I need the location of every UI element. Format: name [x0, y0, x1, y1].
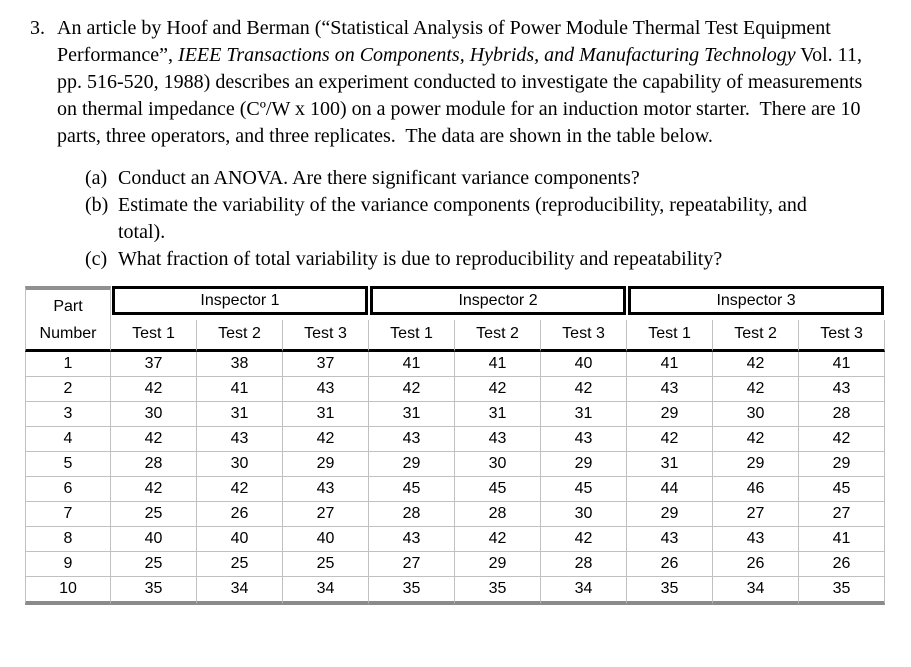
- measurement-cell: 37: [283, 352, 369, 377]
- table-row: [25, 377, 885, 402]
- inspector-2-header: [369, 286, 627, 320]
- table-row: [25, 402, 885, 427]
- part-number-header: [25, 286, 111, 352]
- measurement-cell: 34: [713, 577, 799, 605]
- problem-number: 3.: [30, 17, 45, 39]
- measurement-cell: 45: [369, 477, 455, 502]
- measurement-cell: 30: [197, 452, 283, 477]
- measurement-cell: 28: [369, 502, 455, 527]
- table-body: [25, 352, 885, 605]
- measurement-cell: 25: [197, 552, 283, 577]
- test-header: Test 3: [283, 320, 369, 352]
- test-header: Test 1: [627, 320, 713, 352]
- measurement-cell: 43: [283, 377, 369, 402]
- part-header-line2: Number: [39, 325, 97, 342]
- measurement-cell: 28: [455, 502, 541, 527]
- measurement-cell: 42: [111, 477, 197, 502]
- part-number-cell: 10: [25, 577, 111, 605]
- problem-text: [57, 15, 885, 150]
- measurement-cell: 42: [799, 427, 885, 452]
- measurement-cell: 44: [627, 477, 713, 502]
- measurement-cell: 37: [111, 352, 197, 377]
- problem-statement: [0, 0, 911, 150]
- measurement-cell: 27: [713, 502, 799, 527]
- measurement-cell: 34: [283, 577, 369, 605]
- data-table-wrapper: [25, 286, 911, 605]
- measurement-cell: 43: [627, 377, 713, 402]
- measurement-cell: 30: [455, 452, 541, 477]
- part-number-cell: 8: [25, 527, 111, 552]
- table-row: [25, 502, 885, 527]
- table-row: [25, 577, 885, 605]
- measurement-cell: 42: [283, 427, 369, 452]
- measurement-cell: 40: [541, 352, 627, 377]
- data-table: [25, 286, 885, 605]
- part-number-cell: 1: [25, 352, 111, 377]
- inspector-2-header-box: Inspector 2: [370, 286, 626, 315]
- test-header: Test 2: [713, 320, 799, 352]
- part-number-cell: 9: [25, 552, 111, 577]
- subquestion-c: [85, 246, 911, 273]
- measurement-cell: 35: [455, 577, 541, 605]
- inspector-3-header: [627, 286, 885, 320]
- measurement-cell: 42: [111, 377, 197, 402]
- measurement-cell: 40: [111, 527, 197, 552]
- measurement-cell: 42: [111, 427, 197, 452]
- test-header: Test 2: [197, 320, 283, 352]
- measurement-cell: 43: [627, 527, 713, 552]
- measurement-cell: 43: [541, 427, 627, 452]
- measurement-cell: 31: [541, 402, 627, 427]
- measurement-cell: 43: [283, 477, 369, 502]
- citation-italic: IEEE Transactions on Components, Hybrids, and Manufacturing Technology: [178, 44, 796, 66]
- inspector-1-header: [111, 286, 369, 320]
- part-number-cell: 2: [25, 377, 111, 402]
- measurement-cell: 42: [541, 527, 627, 552]
- subquestion-c-text: What fraction of total variability is due to reproducibility and repeatability?: [118, 248, 723, 270]
- intro-text-end: Vol. 11, pp. 516-520, 1988) describes an experiment conducted to investigate the capability of measurements on thermal impedance (Cº/W x 100) on a power module for an induction motor starter. There are 10 parts, three operators, and three replicates. The data are shown in the table below.: [57, 44, 868, 147]
- measurement-cell: 26: [197, 502, 283, 527]
- measurement-cell: 27: [369, 552, 455, 577]
- measurement-cell: 42: [541, 377, 627, 402]
- measurement-cell: 43: [369, 427, 455, 452]
- table-row: [25, 527, 885, 552]
- part-number-cell: 6: [25, 477, 111, 502]
- measurement-cell: 26: [627, 552, 713, 577]
- measurement-cell: 41: [197, 377, 283, 402]
- measurement-cell: 41: [799, 352, 885, 377]
- measurement-cell: 40: [283, 527, 369, 552]
- measurement-cell: 40: [197, 527, 283, 552]
- subquestion-b: [85, 192, 911, 246]
- test-header: Test 2: [455, 320, 541, 352]
- table-row: [25, 352, 885, 377]
- test-header: Test 1: [111, 320, 197, 352]
- measurement-cell: 34: [541, 577, 627, 605]
- measurement-cell: 46: [713, 477, 799, 502]
- table-row: [25, 552, 885, 577]
- part-number-cell: 3: [25, 402, 111, 427]
- measurement-cell: 27: [799, 502, 885, 527]
- subquestion-b-label: (b): [85, 194, 109, 216]
- measurement-cell: 42: [713, 377, 799, 402]
- measurement-cell: 45: [455, 477, 541, 502]
- measurement-cell: 42: [713, 427, 799, 452]
- measurement-cell: 42: [197, 477, 283, 502]
- measurement-cell: 35: [369, 577, 455, 605]
- measurement-cell: 25: [111, 502, 197, 527]
- measurement-cell: 43: [197, 427, 283, 452]
- test-header: Test 3: [799, 320, 885, 352]
- measurement-cell: 26: [713, 552, 799, 577]
- measurement-cell: 42: [627, 427, 713, 452]
- measurement-cell: 42: [713, 352, 799, 377]
- measurement-cell: 26: [799, 552, 885, 577]
- measurement-cell: 29: [799, 452, 885, 477]
- intro-text-start: An article by Hoof and Berman (“Statistical Analysis of Power Module Thermal Test Equipment Performance”,: [57, 17, 836, 66]
- measurement-cell: 38: [197, 352, 283, 377]
- subquestion-a-label: (a): [85, 167, 108, 189]
- measurement-cell: 45: [799, 477, 885, 502]
- measurement-cell: 28: [541, 552, 627, 577]
- measurement-cell: 30: [713, 402, 799, 427]
- measurement-cell: 42: [455, 527, 541, 552]
- subquestion-list: [85, 165, 911, 273]
- part-number-cell: 5: [25, 452, 111, 477]
- measurement-cell: 43: [799, 377, 885, 402]
- table-row: [25, 477, 885, 502]
- measurement-cell: 43: [455, 427, 541, 452]
- measurement-cell: 29: [455, 552, 541, 577]
- inspector-1-header-box: Inspector 1: [112, 286, 368, 315]
- measurement-cell: 41: [799, 527, 885, 552]
- measurement-cell: 29: [369, 452, 455, 477]
- inspector-header-row: [25, 286, 885, 320]
- measurement-cell: 31: [197, 402, 283, 427]
- test-header: Test 3: [541, 320, 627, 352]
- part-number-cell: 4: [25, 427, 111, 452]
- test-header: Test 1: [369, 320, 455, 352]
- table-row: [25, 427, 885, 452]
- measurement-cell: 27: [283, 502, 369, 527]
- measurement-cell: 30: [541, 502, 627, 527]
- table-row: [25, 452, 885, 477]
- measurement-cell: 41: [369, 352, 455, 377]
- part-number-cell: 7: [25, 502, 111, 527]
- part-header-line1: Part: [53, 298, 83, 315]
- measurement-cell: 25: [111, 552, 197, 577]
- subquestion-c-label: (c): [85, 248, 108, 270]
- measurement-cell: 42: [455, 377, 541, 402]
- measurement-cell: 29: [713, 452, 799, 477]
- measurement-cell: 29: [541, 452, 627, 477]
- inspector-3-header-box: Inspector 3: [628, 286, 884, 315]
- measurement-cell: 25: [283, 552, 369, 577]
- measurement-cell: 30: [111, 402, 197, 427]
- subquestion-b-text: Estimate the variability of the variance components (reproducibility, repeatability, and total).: [118, 194, 807, 243]
- measurement-cell: 45: [541, 477, 627, 502]
- measurement-cell: 31: [627, 452, 713, 477]
- measurement-cell: 35: [627, 577, 713, 605]
- measurement-cell: 35: [799, 577, 885, 605]
- measurement-cell: 29: [283, 452, 369, 477]
- measurement-cell: 41: [627, 352, 713, 377]
- measurement-cell: 35: [111, 577, 197, 605]
- measurement-cell: 31: [369, 402, 455, 427]
- test-header-row: [25, 320, 885, 352]
- measurement-cell: 29: [627, 502, 713, 527]
- subquestion-a-text: Conduct an ANOVA. Are there significant variance components?: [118, 167, 640, 189]
- measurement-cell: 31: [283, 402, 369, 427]
- subquestion-a: [85, 165, 911, 192]
- measurement-cell: 31: [455, 402, 541, 427]
- measurement-cell: 43: [713, 527, 799, 552]
- measurement-cell: 43: [369, 527, 455, 552]
- measurement-cell: 29: [627, 402, 713, 427]
- measurement-cell: 42: [369, 377, 455, 402]
- measurement-cell: 34: [197, 577, 283, 605]
- measurement-cell: 28: [799, 402, 885, 427]
- measurement-cell: 41: [455, 352, 541, 377]
- measurement-cell: 28: [111, 452, 197, 477]
